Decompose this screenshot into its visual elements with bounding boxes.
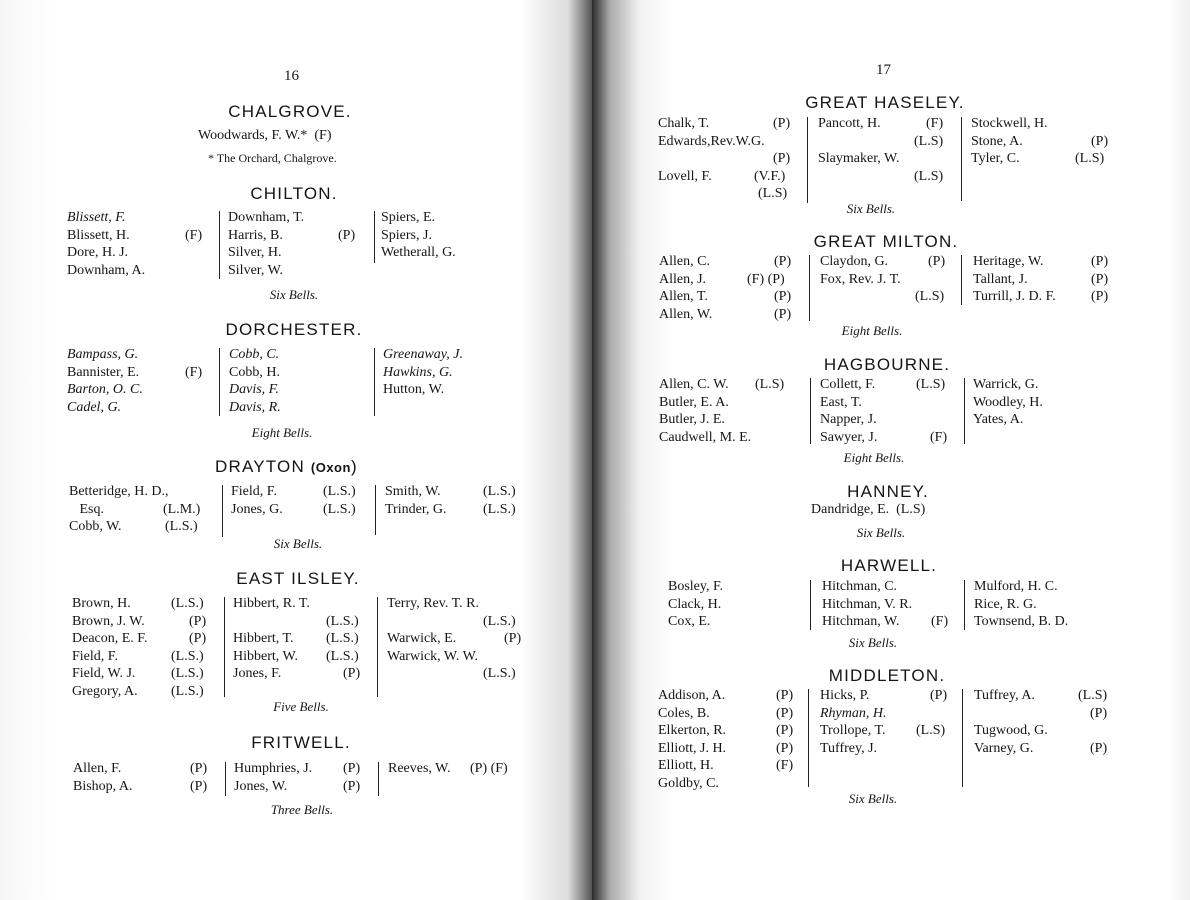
list-item: Brown, H. (L.S.) xyxy=(72,596,204,611)
list-item: Claydon, G. (P) xyxy=(820,254,946,269)
list-item: Warrick, G. xyxy=(973,377,1039,392)
list-item: Townsend, B. D. xyxy=(974,614,1069,629)
list-item: Fox, Rev. J. T. xyxy=(820,271,901,287)
great-haseley-col-2 xyxy=(818,116,958,186)
section-heading-fritwell: FRITWELL. xyxy=(251,733,351,752)
list-item: Edwards,Rev.W.G. xyxy=(658,133,765,149)
hagbourne-col-1 xyxy=(659,377,804,447)
list-item: Humphries, J. (P) xyxy=(234,761,361,776)
bells-note: Six Bells. xyxy=(848,791,898,806)
list-item: Tugwood, G. xyxy=(974,723,1048,738)
list-item: (L.S.) xyxy=(326,613,359,629)
list-item: Reeves, W. (P) (F) xyxy=(388,761,508,776)
dorchester-col-3 xyxy=(383,347,533,400)
list-item: Jones, G. (L.S.) xyxy=(231,501,356,517)
list-item: Jones, F. (P) xyxy=(233,666,361,681)
list-item: Cadel, G. xyxy=(67,399,122,415)
list-item: Napper, J. xyxy=(820,412,877,427)
middleton-col-2 xyxy=(820,688,960,758)
section-heading-chilton: CHILTON. xyxy=(250,184,338,203)
list-item: Brown, J. W. (P) xyxy=(72,613,207,629)
bells-note: Eight Bells. xyxy=(843,450,905,465)
list-item: Allen, J. (F) (P) xyxy=(659,271,785,287)
column-divider xyxy=(810,378,811,444)
list-item: Allen, C. W. (L.S) xyxy=(659,377,785,392)
column-divider xyxy=(225,762,226,796)
east-ilsley-col-1 xyxy=(72,596,222,701)
column-divider xyxy=(964,378,965,444)
section-heading-east-ilsley: EAST ILSLEY. xyxy=(236,569,360,588)
list-item: Hawkins, G. xyxy=(383,364,453,380)
hagbourne-col-2 xyxy=(820,377,960,447)
hagbourne-col-3 xyxy=(973,377,1123,430)
list-item: Hicks, P. (P) xyxy=(820,688,948,703)
list-item: Spiers, J. xyxy=(381,227,432,243)
list-item: Deacon, E. F. (P) xyxy=(72,631,207,646)
list-item: Woodley, H. xyxy=(973,394,1043,410)
list-item: Trollope, T. (L.S) xyxy=(820,723,946,738)
list-item: Stockwell, H. xyxy=(971,116,1048,131)
list-item: Allen, W. (P) xyxy=(659,306,792,322)
list-item: Blissett, H. (F) xyxy=(67,227,203,243)
middleton-col-1 xyxy=(658,688,803,793)
list-item: (L.S.) xyxy=(483,613,516,629)
bells-note: Six Bells. xyxy=(848,635,898,650)
list-item: Hitchman, V. R. xyxy=(822,596,913,612)
list-item: Butler, E. A. xyxy=(659,394,729,410)
column-divider xyxy=(964,580,965,630)
list-item: Cox, E. xyxy=(668,614,711,629)
list-item: Silver, W. xyxy=(228,262,284,278)
list-item: Mulford, H. C. xyxy=(974,579,1058,594)
dorchester-col-1 xyxy=(67,347,212,417)
list-item: Trinder, G. (L.S.) xyxy=(385,501,516,517)
bells-note: Six Bells. xyxy=(273,536,323,551)
harwell-col-3 xyxy=(974,579,1124,632)
list-item: Slaymaker, W. xyxy=(818,151,900,166)
drayton-col-1 xyxy=(69,484,219,537)
fritwell-col-2 xyxy=(234,761,374,796)
fritwell-col-1 xyxy=(73,761,223,796)
chilton-col-2 xyxy=(228,210,368,280)
list-item: East, T. xyxy=(820,394,862,410)
list-item: Yates, A. xyxy=(973,412,1024,427)
column-divider xyxy=(224,597,225,697)
list-item: Bampass, G. xyxy=(67,347,139,362)
dorchester-col-2 xyxy=(229,347,369,417)
list-item: Hibbert, W. (L.S.) xyxy=(233,648,359,664)
list-item: Silver, H. xyxy=(228,245,282,260)
bells-note: Five Bells. xyxy=(273,699,329,714)
section-heading-harwell: HARWELL. xyxy=(840,556,938,575)
section-heading-chalgrove: CHALGROVE. xyxy=(228,102,352,121)
list-item: Tallant, J. (P) xyxy=(973,271,1109,287)
list-item: (L.S.) xyxy=(483,666,516,681)
list-item: Turrill, J. D. F. (P) xyxy=(973,289,1109,304)
section-heading-great-milton: GREAT MILTON. xyxy=(813,232,959,251)
list-item: Greenaway, J. xyxy=(383,347,463,362)
list-item: Davis, F. xyxy=(229,382,279,397)
list-item: Warwick, W. W. xyxy=(387,648,479,664)
list-item: Spiers, E. xyxy=(381,210,436,225)
list-item: Butler, J. E. xyxy=(659,412,725,427)
chalgrove-entry: Woodwards, F. W.* (F) xyxy=(198,128,332,143)
list-item: Varney, G. (P) xyxy=(974,740,1108,756)
list-item: Chalk, T. (P) xyxy=(658,116,791,131)
bells-note: Three Bells. xyxy=(270,802,334,817)
list-item: Field, W. J. (L.S.) xyxy=(72,666,204,681)
list-item: Sawyer, J. (F) xyxy=(820,429,948,445)
drayton-col-2 xyxy=(231,484,371,519)
list-item: Field, F. (L.S.) xyxy=(231,484,356,499)
list-item: (L.S) xyxy=(915,289,945,304)
section-heading-drayton: DRAYTON (Oxon) xyxy=(215,457,358,476)
column-divider xyxy=(219,348,220,416)
list-item: Harris, B. (P) xyxy=(228,227,356,243)
harwell-col-2 xyxy=(822,579,962,632)
great-milton-col-2 xyxy=(820,254,960,307)
great-milton-col-3 xyxy=(973,254,1123,307)
list-item: Pancott, H. (F) xyxy=(818,116,944,131)
list-item: (P) xyxy=(1090,705,1108,721)
bells-note: Six Bells. xyxy=(846,201,896,216)
list-item: Bishop, A. (P) xyxy=(73,778,208,794)
east-ilsley-col-2 xyxy=(233,596,373,684)
column-divider xyxy=(219,211,220,279)
column-divider xyxy=(377,597,378,697)
hanney-entry: Dandridge, E. (L.S) xyxy=(811,502,926,517)
section-heading-hagbourne: HAGBOURNE. xyxy=(823,355,951,374)
list-item: Hitchman, C. xyxy=(822,579,898,594)
list-item: Elliott, H. (F) xyxy=(658,758,794,773)
chilton-col-1 xyxy=(67,210,212,280)
column-divider xyxy=(808,689,809,787)
section-heading-middleton: MIDDLETON. xyxy=(828,666,946,685)
list-item: Downham, A. xyxy=(67,262,146,278)
list-item: Lovell, F. (V.F.) xyxy=(658,168,786,184)
list-item: (L.S) xyxy=(914,168,944,184)
fritwell-col-3 xyxy=(388,761,538,779)
great-haseley-col-3 xyxy=(971,116,1121,169)
page-number: 17 xyxy=(876,62,891,78)
list-item: Cobb, H. xyxy=(229,364,280,380)
list-item: Field, F. (L.S.) xyxy=(72,648,204,664)
bells-note: Eight Bells. xyxy=(841,323,903,338)
list-item: Barton, O. C. xyxy=(67,382,143,397)
list-item: Caudwell, M. E. xyxy=(659,429,752,445)
column-divider xyxy=(962,689,963,787)
column-divider xyxy=(961,117,962,201)
list-item: Collett, F. (L.S) xyxy=(820,377,946,392)
list-item: Hibbert, R. T. xyxy=(233,596,310,611)
list-item: Davis, R. xyxy=(229,399,281,415)
list-item: Rhyman, H. xyxy=(820,705,887,721)
list-item: Coles, B. (P) xyxy=(658,705,794,721)
list-item: (L.S) xyxy=(914,133,944,149)
list-item: Jones, W. (P) xyxy=(234,778,361,794)
page-number: 16 xyxy=(284,68,299,84)
list-item: Terry, Rev. T. R. xyxy=(387,596,479,611)
column-divider xyxy=(810,580,811,630)
harwell-col-1 xyxy=(668,579,798,632)
column-divider xyxy=(809,255,810,321)
east-ilsley-col-3 xyxy=(387,596,537,684)
section-heading-hanney: HANNEY. xyxy=(847,482,929,501)
great-milton-col-1 xyxy=(659,254,804,324)
list-item: Clack, H. xyxy=(668,596,722,612)
list-item: Bannister, E. (F) xyxy=(67,364,203,380)
chilton-col-3 xyxy=(381,210,531,263)
left-page xyxy=(0,0,592,900)
list-item: Tuffrey, A. (L.S) xyxy=(974,688,1108,703)
list-item: Allen, F. (P) xyxy=(73,761,208,776)
list-item: Goldby, C. xyxy=(658,775,719,791)
column-divider xyxy=(374,348,375,416)
list-item: Tyler, C. (L.S) xyxy=(971,151,1105,166)
column-divider xyxy=(374,211,375,263)
section-heading-great-haseley: GREAT HASELEY. xyxy=(805,93,965,112)
list-item: (P) xyxy=(773,151,791,166)
list-item: Esq. (L.M.) xyxy=(69,501,201,517)
column-divider xyxy=(961,255,962,305)
list-item: (L.S) xyxy=(758,186,788,201)
column-divider xyxy=(222,485,223,537)
list-item: Addison, A. (P) xyxy=(658,688,794,703)
column-divider xyxy=(375,485,376,535)
column-divider xyxy=(378,762,379,796)
list-item: Allen, T. (P) xyxy=(659,289,792,304)
list-item: Rice, R. G. xyxy=(974,596,1037,612)
bells-note: Eight Bells. xyxy=(251,425,313,440)
right-page xyxy=(592,0,1190,900)
list-item: Tuffrey, J. xyxy=(820,740,878,756)
list-item: Hitchman, W. (F) xyxy=(822,614,949,629)
list-item: Cobb, W. (L.S.) xyxy=(69,519,198,534)
list-item: Betteridge, H. D., xyxy=(69,484,169,499)
list-item: Blissett, F. xyxy=(67,210,126,225)
section-heading-dorchester: DORCHESTER. xyxy=(225,320,363,339)
list-item: Dore, H. J. xyxy=(67,245,129,260)
column-divider xyxy=(807,117,808,203)
list-item: Gregory, A. (L.S.) xyxy=(72,683,204,699)
list-item: Cobb, C. xyxy=(229,347,280,362)
drayton-col-3 xyxy=(385,484,535,519)
list-item: Heritage, W. (P) xyxy=(973,254,1109,269)
bells-note: Six Bells. xyxy=(269,287,319,302)
list-item: Stone, A. (P) xyxy=(971,133,1109,149)
list-item: Downham, T. xyxy=(228,210,305,225)
list-item: Elliott, J. H. (P) xyxy=(658,740,794,756)
bells-note: Six Bells. xyxy=(856,525,906,540)
list-item: Hibbert, T. (L.S.) xyxy=(233,631,359,646)
chalgrove-footnote: * The Orchard, Chalgrove. xyxy=(208,151,337,165)
list-item: Elkerton, R. (P) xyxy=(658,723,794,738)
list-item: Allen, C. (P) xyxy=(659,254,792,269)
list-item: Hutton, W. xyxy=(383,382,445,397)
great-haseley-col-1 xyxy=(658,116,803,204)
list-item: Smith, W. (L.S.) xyxy=(385,484,516,499)
middleton-col-3 xyxy=(974,688,1124,758)
list-item: Bosley, F. xyxy=(668,579,724,594)
list-item: Wetherall, G. xyxy=(381,245,456,260)
list-item: Warwick, E. (P) xyxy=(387,631,522,646)
